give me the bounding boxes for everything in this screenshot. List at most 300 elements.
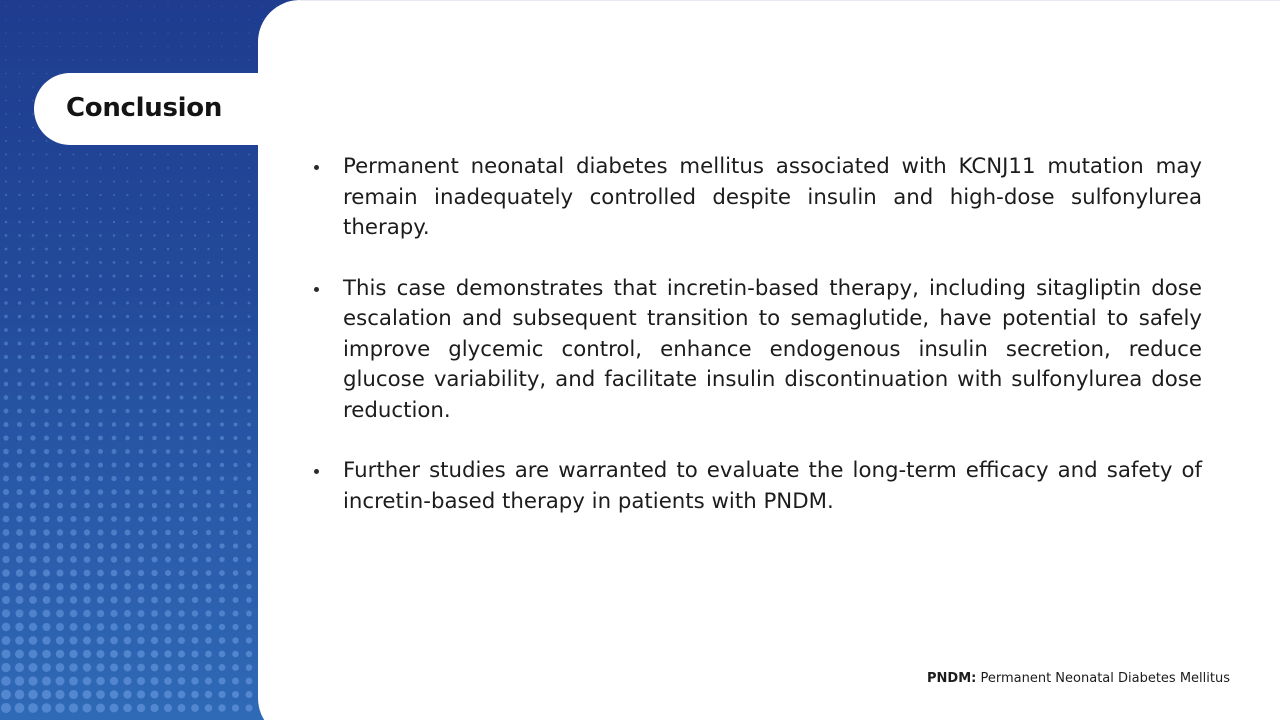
pattern-dot bbox=[166, 436, 170, 440]
pattern-dot bbox=[112, 315, 115, 318]
pattern-dot bbox=[4, 382, 9, 387]
pattern-dot bbox=[151, 650, 158, 657]
pattern-dot bbox=[97, 543, 103, 549]
pattern-dot bbox=[84, 462, 89, 467]
pattern-dot bbox=[193, 342, 196, 345]
pattern-dot bbox=[70, 610, 78, 618]
pattern-dot bbox=[3, 516, 10, 523]
pattern-dot bbox=[113, 234, 116, 237]
pattern-dot bbox=[205, 651, 212, 658]
pattern-dot bbox=[18, 180, 20, 182]
pattern-dot bbox=[247, 342, 250, 345]
pattern-dot bbox=[221, 302, 224, 305]
pattern-dot bbox=[58, 288, 61, 291]
pattern-dot bbox=[152, 489, 157, 494]
pattern-dot bbox=[247, 449, 251, 453]
pattern-dot bbox=[181, 46, 182, 47]
pattern-dot bbox=[219, 664, 226, 671]
pattern-dot bbox=[32, 207, 34, 209]
pattern-dot bbox=[15, 636, 24, 645]
pattern-dot bbox=[58, 315, 61, 318]
pattern-dot bbox=[167, 207, 169, 209]
pattern-dot bbox=[234, 369, 237, 372]
pattern-dot bbox=[127, 32, 128, 33]
pattern-dot bbox=[2, 556, 9, 563]
pattern-dot bbox=[193, 422, 197, 426]
pattern-dot bbox=[19, 59, 20, 60]
pattern-dot bbox=[70, 583, 77, 590]
pattern-dot bbox=[98, 476, 103, 481]
pattern-dot bbox=[58, 422, 63, 427]
pattern-dot bbox=[84, 489, 90, 495]
pattern-dot bbox=[30, 516, 36, 522]
pattern-dot bbox=[5, 234, 8, 237]
pattern-dot bbox=[233, 463, 237, 467]
pattern-dot bbox=[126, 221, 128, 223]
pattern-dot bbox=[153, 355, 157, 359]
pattern-dot bbox=[208, 32, 209, 33]
pattern-dot bbox=[113, 167, 115, 169]
pattern-dot bbox=[219, 597, 225, 603]
pattern-dot bbox=[138, 516, 144, 522]
pattern-dot bbox=[126, 207, 128, 209]
pattern-dot bbox=[86, 46, 87, 47]
pattern-dot bbox=[219, 610, 225, 616]
pattern-dot bbox=[140, 154, 142, 156]
pattern-dot bbox=[111, 570, 118, 577]
pattern-dot bbox=[233, 476, 237, 480]
pattern-dot bbox=[57, 529, 63, 535]
pattern-dot bbox=[247, 517, 252, 522]
pattern-dot bbox=[19, 86, 21, 88]
pattern-dot bbox=[151, 664, 159, 672]
pattern-dot bbox=[207, 207, 209, 209]
pattern-dot bbox=[42, 703, 52, 713]
pattern-dot bbox=[16, 543, 23, 550]
pattern-dot bbox=[45, 207, 47, 209]
pattern-dot bbox=[2, 583, 10, 591]
pattern-dot bbox=[111, 583, 118, 590]
pattern-dot bbox=[154, 59, 155, 60]
pattern-dot bbox=[151, 637, 158, 644]
pattern-dot bbox=[180, 342, 183, 345]
pattern-dot bbox=[248, 154, 250, 156]
pattern-dot bbox=[139, 315, 142, 318]
pattern-dot bbox=[192, 557, 198, 563]
pattern-dot bbox=[85, 395, 89, 399]
pattern-dot bbox=[1, 703, 11, 713]
pattern-dot bbox=[2, 569, 10, 577]
pattern-dot bbox=[178, 691, 186, 699]
pattern-dot bbox=[247, 476, 251, 480]
pattern-dot bbox=[248, 167, 250, 169]
pattern-dot bbox=[97, 596, 104, 603]
pattern-dot bbox=[57, 489, 63, 495]
pattern-dot bbox=[96, 690, 105, 699]
pattern-dot bbox=[192, 583, 198, 589]
pattern-dot bbox=[31, 342, 35, 346]
pattern-dot bbox=[59, 194, 61, 196]
pattern-dot bbox=[111, 543, 117, 549]
pattern-dot bbox=[221, 59, 222, 60]
pattern-dot bbox=[112, 342, 116, 346]
pattern-dot bbox=[113, 221, 115, 223]
pattern-dot bbox=[234, 221, 236, 223]
pattern-dot bbox=[72, 221, 74, 223]
pattern-dot bbox=[111, 516, 117, 522]
pattern-dot bbox=[32, 32, 33, 33]
pattern-dot bbox=[85, 342, 89, 346]
pattern-dot bbox=[125, 530, 131, 536]
pattern-dot bbox=[45, 355, 49, 359]
pattern-dot bbox=[97, 623, 105, 631]
pattern-dot bbox=[165, 489, 170, 494]
bullet-item bbox=[312, 274, 1202, 427]
pattern-dot bbox=[126, 369, 130, 373]
pattern-dot bbox=[72, 234, 75, 237]
pattern-dot bbox=[83, 650, 91, 658]
pattern-dot bbox=[220, 396, 224, 400]
pattern-dot bbox=[139, 449, 144, 454]
pattern-dot bbox=[193, 490, 198, 495]
pattern-dot bbox=[59, 167, 61, 169]
pattern-dot bbox=[208, 46, 209, 47]
pattern-dot bbox=[86, 59, 87, 60]
pattern-dot bbox=[194, 275, 197, 278]
pattern-dot bbox=[18, 248, 21, 251]
pattern-dot bbox=[100, 167, 102, 169]
pattern-dot bbox=[83, 583, 90, 590]
pattern-dot bbox=[70, 596, 77, 603]
pattern-dot bbox=[208, 154, 210, 156]
pattern-dot bbox=[194, 221, 196, 223]
pattern-dot bbox=[30, 502, 36, 508]
pattern-dot bbox=[86, 221, 88, 223]
pattern-dot bbox=[58, 395, 62, 399]
pattern-dot bbox=[19, 32, 20, 33]
pattern-dot bbox=[220, 517, 225, 522]
pattern-dot bbox=[247, 423, 251, 427]
pattern-dot bbox=[3, 422, 8, 427]
pattern-dot bbox=[57, 556, 64, 563]
pattern-dot bbox=[247, 503, 252, 508]
pattern-dot bbox=[98, 422, 103, 427]
pattern-dot bbox=[235, 194, 237, 196]
pattern-dot bbox=[221, 194, 223, 196]
pattern-dot bbox=[112, 409, 116, 413]
pattern-dot bbox=[5, 100, 7, 102]
pattern-dot bbox=[154, 32, 155, 33]
pattern-dot bbox=[151, 677, 159, 685]
pattern-dot bbox=[234, 423, 238, 427]
pattern-dot bbox=[32, 261, 35, 264]
pattern-dot bbox=[179, 409, 183, 413]
pattern-dot bbox=[5, 46, 6, 47]
pattern-dot bbox=[84, 516, 90, 522]
pattern-dot bbox=[140, 46, 141, 47]
pattern-dot bbox=[206, 449, 210, 453]
pattern-dot bbox=[167, 248, 170, 251]
bullet-dot-icon bbox=[314, 469, 319, 474]
pattern-dot bbox=[192, 597, 198, 603]
pattern-dot bbox=[181, 5, 182, 6]
pattern-dot bbox=[73, 5, 74, 6]
pattern-dot bbox=[17, 382, 21, 386]
pattern-dot bbox=[70, 543, 77, 550]
pattern-dot bbox=[207, 355, 210, 358]
pattern-dot bbox=[30, 529, 37, 536]
pattern-dot bbox=[4, 328, 8, 332]
pattern-dot bbox=[150, 704, 158, 712]
pattern-dot bbox=[207, 288, 210, 291]
pattern-dot bbox=[15, 690, 25, 700]
pattern-dot bbox=[179, 463, 184, 468]
pattern-dot bbox=[5, 221, 8, 224]
pattern-dot bbox=[2, 623, 11, 632]
pattern-dot bbox=[232, 664, 239, 671]
pattern-dot bbox=[72, 194, 74, 196]
pattern-dot bbox=[86, 234, 89, 237]
pattern-dot bbox=[100, 59, 101, 60]
pattern-dot bbox=[207, 409, 211, 413]
pattern-dot bbox=[247, 436, 251, 440]
pattern-dot bbox=[178, 650, 185, 657]
pattern-dot bbox=[248, 234, 250, 236]
pattern-dot bbox=[233, 436, 237, 440]
pattern-dot bbox=[99, 221, 101, 223]
pattern-dot bbox=[32, 86, 34, 88]
pattern-dot bbox=[181, 167, 183, 169]
pattern-dot bbox=[246, 637, 252, 643]
pattern-dot bbox=[152, 476, 157, 481]
pattern-dot bbox=[19, 19, 20, 20]
pattern-dot bbox=[111, 462, 116, 467]
pattern-dot bbox=[220, 342, 223, 345]
pattern-dot bbox=[140, 180, 142, 182]
pattern-dot bbox=[19, 127, 21, 129]
pattern-dot bbox=[220, 355, 223, 358]
pattern-dot bbox=[207, 194, 209, 196]
pattern-dot bbox=[85, 422, 90, 427]
pattern-dot bbox=[30, 476, 36, 482]
bullet-item bbox=[312, 456, 1202, 517]
pattern-dot bbox=[85, 301, 88, 304]
pattern-dot bbox=[113, 59, 114, 60]
pattern-dot bbox=[57, 476, 63, 482]
pattern-dot bbox=[139, 301, 142, 304]
pattern-dot bbox=[59, 207, 61, 209]
pattern-dot bbox=[5, 180, 7, 182]
pattern-dot bbox=[221, 261, 223, 263]
pattern-dot bbox=[113, 19, 114, 20]
pattern-dot bbox=[179, 476, 184, 481]
pattern-dot bbox=[73, 46, 74, 47]
pattern-dot bbox=[5, 113, 7, 115]
pattern-dot bbox=[32, 127, 34, 129]
pattern-dot bbox=[28, 676, 37, 685]
pattern-dot bbox=[112, 395, 116, 399]
pattern-dot bbox=[153, 315, 156, 318]
pattern-dot bbox=[139, 328, 142, 331]
pattern-dot bbox=[167, 19, 168, 20]
pattern-dot bbox=[178, 610, 185, 617]
pattern-dot bbox=[167, 302, 170, 305]
pattern-dot bbox=[127, 154, 129, 156]
pattern-dot bbox=[181, 181, 183, 183]
pattern-dot bbox=[83, 663, 91, 671]
pattern-dot bbox=[84, 476, 89, 481]
pattern-dot bbox=[192, 651, 199, 658]
pattern-dot bbox=[205, 677, 212, 684]
pattern-dot bbox=[86, 207, 88, 209]
pattern-dot bbox=[140, 32, 141, 33]
pattern-dot bbox=[207, 302, 210, 305]
pattern-dot bbox=[234, 342, 237, 345]
pattern-dot bbox=[179, 557, 185, 563]
pattern-dot bbox=[127, 46, 128, 47]
pattern-dot bbox=[113, 261, 116, 264]
pattern-dot bbox=[99, 234, 102, 237]
pattern-dot bbox=[207, 382, 211, 386]
pattern-dot bbox=[205, 610, 211, 616]
pattern-dot bbox=[181, 32, 182, 33]
pattern-dot bbox=[56, 677, 65, 686]
pattern-dot bbox=[59, 154, 61, 156]
pattern-dot bbox=[139, 463, 144, 468]
pattern-dot bbox=[46, 19, 47, 20]
pattern-dot bbox=[98, 516, 104, 522]
pattern-dot bbox=[112, 355, 116, 359]
pattern-dot bbox=[221, 221, 223, 223]
pattern-dot bbox=[18, 315, 22, 319]
pattern-dot bbox=[42, 663, 51, 672]
pattern-dot bbox=[44, 449, 49, 454]
pattern-dot bbox=[124, 650, 132, 658]
pattern-dot bbox=[85, 409, 90, 414]
pattern-dot bbox=[18, 194, 20, 196]
pattern-dot bbox=[180, 328, 183, 331]
pattern-dot bbox=[232, 678, 239, 685]
pattern-dot bbox=[70, 623, 78, 631]
pattern-dot bbox=[137, 664, 145, 672]
pattern-dot bbox=[70, 556, 77, 563]
pattern-dot bbox=[154, 181, 156, 183]
pattern-dot bbox=[139, 369, 143, 373]
pattern-dot bbox=[139, 355, 143, 359]
pattern-dot bbox=[3, 462, 9, 468]
pattern-dot bbox=[234, 234, 236, 236]
pattern-dot bbox=[164, 650, 171, 657]
pattern-dot bbox=[72, 288, 75, 291]
pattern-dot bbox=[99, 301, 102, 304]
pattern-dot bbox=[69, 636, 77, 644]
pattern-dot bbox=[205, 624, 211, 630]
pattern-dot bbox=[152, 422, 156, 426]
pattern-dot bbox=[192, 530, 197, 535]
pattern-dot bbox=[153, 288, 156, 291]
pattern-dot bbox=[140, 221, 142, 223]
pattern-dot bbox=[165, 557, 171, 563]
pattern-dot bbox=[232, 637, 238, 643]
pattern-dot bbox=[248, 315, 251, 318]
pattern-dot bbox=[42, 636, 50, 644]
pattern-dot bbox=[221, 234, 223, 236]
pattern-dot bbox=[71, 368, 75, 372]
pattern-dot bbox=[44, 476, 50, 482]
pattern-dot bbox=[15, 609, 23, 617]
pattern-dot bbox=[16, 502, 22, 508]
pattern-dot bbox=[58, 368, 62, 372]
pattern-dot bbox=[247, 409, 251, 413]
pattern-dot bbox=[59, 19, 60, 20]
pattern-dot bbox=[152, 516, 158, 522]
pattern-dot bbox=[124, 597, 131, 604]
pattern-dot bbox=[207, 342, 210, 345]
bullet-text: Permanent neonatal diabetes mellitus associated with KCNJ11 mutation may remain inadequately controlled despite insulin and high-dose sulfonylurea therapy. bbox=[343, 154, 1202, 240]
pattern-dot bbox=[140, 234, 142, 236]
pattern-dot bbox=[179, 570, 185, 576]
pattern-dot bbox=[17, 435, 22, 440]
pattern-dot bbox=[221, 19, 222, 20]
pattern-dot bbox=[3, 449, 9, 455]
pattern-dot bbox=[220, 409, 224, 413]
pattern-dot bbox=[248, 46, 249, 47]
pattern-dot bbox=[5, 140, 7, 142]
pattern-dot bbox=[233, 517, 238, 522]
pattern-dot bbox=[96, 677, 104, 685]
pattern-dot bbox=[18, 301, 21, 304]
pattern-dot bbox=[111, 530, 117, 536]
pattern-dot bbox=[86, 180, 88, 182]
pattern-dot bbox=[45, 221, 48, 224]
pattern-dot bbox=[153, 328, 156, 331]
pattern-dot bbox=[16, 569, 23, 576]
bullet-dot-icon bbox=[314, 165, 319, 170]
pattern-dot bbox=[247, 463, 251, 467]
pattern-dot bbox=[16, 583, 24, 591]
pattern-dot bbox=[248, 59, 249, 60]
pattern-dot bbox=[83, 637, 91, 645]
pattern-dot bbox=[46, 140, 48, 142]
pattern-dot bbox=[138, 570, 144, 576]
pattern-dot bbox=[233, 584, 239, 590]
pattern-dot bbox=[98, 489, 104, 495]
pattern-dot bbox=[205, 691, 212, 698]
pattern-dot bbox=[137, 704, 145, 712]
pattern-dot bbox=[234, 409, 238, 413]
pattern-dot bbox=[219, 651, 226, 658]
pattern-dot bbox=[44, 462, 49, 467]
pattern-dot bbox=[113, 154, 115, 156]
pattern-dot bbox=[97, 556, 104, 563]
pattern-dot bbox=[99, 248, 102, 251]
pattern-dot bbox=[16, 489, 22, 495]
pattern-dot bbox=[45, 328, 49, 332]
pattern-dot bbox=[206, 557, 212, 563]
pattern-dot bbox=[220, 449, 224, 453]
pattern-dot bbox=[167, 221, 169, 223]
pattern-dot bbox=[207, 315, 210, 318]
pattern-dot bbox=[164, 637, 171, 644]
pattern-dot bbox=[180, 288, 183, 291]
pattern-dot bbox=[219, 624, 225, 630]
pattern-dot bbox=[32, 73, 33, 74]
pattern-dot bbox=[85, 436, 90, 441]
pattern-dot bbox=[113, 194, 115, 196]
pattern-dot bbox=[43, 583, 50, 590]
pattern-dot bbox=[42, 676, 51, 685]
pattern-dot bbox=[248, 275, 251, 278]
